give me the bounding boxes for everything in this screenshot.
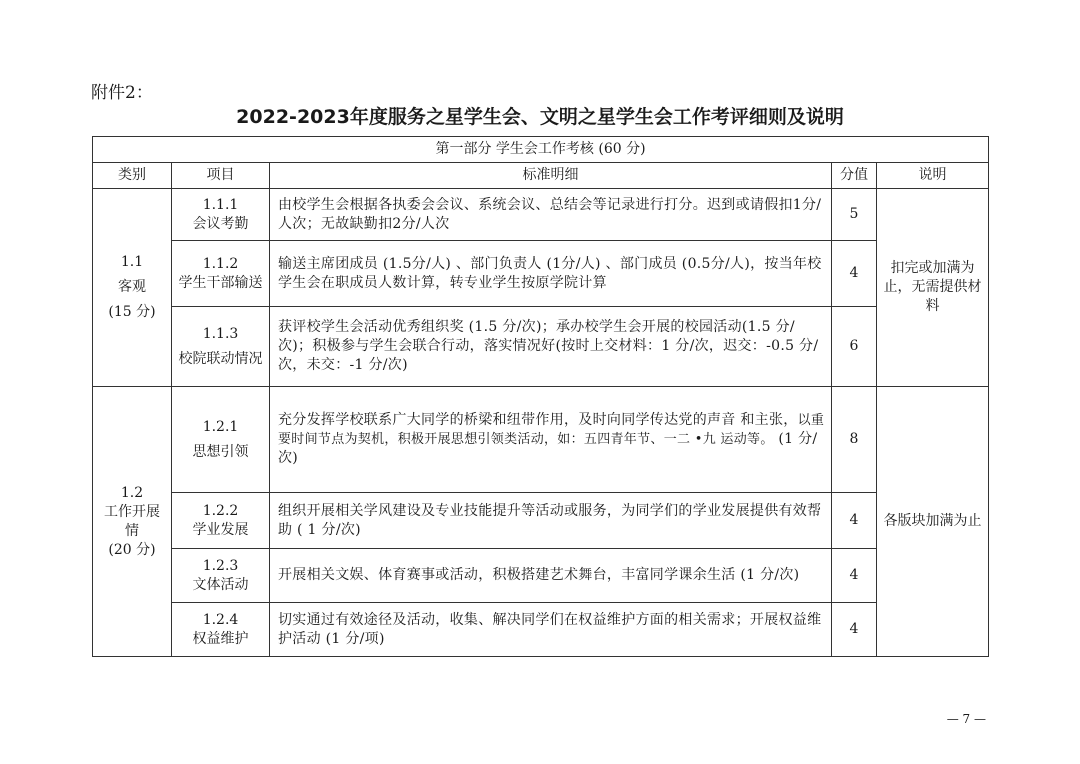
header-item: 项目 xyxy=(172,163,270,189)
item-cell xyxy=(172,241,270,307)
item-cell xyxy=(172,493,270,549)
table-row xyxy=(93,307,989,387)
table-row xyxy=(93,549,989,603)
item-code: 1.2.3 xyxy=(202,557,239,574)
item-name: 学生干部输送 xyxy=(178,274,263,291)
table-row xyxy=(93,603,989,657)
note-cell: 扣完或加满为止，无需提供材料 xyxy=(877,189,989,387)
item-name: 文体活动 xyxy=(192,576,249,593)
score-cell: 6 xyxy=(832,307,877,387)
category-points: (15 分) xyxy=(108,304,156,320)
header-standard: 标准明细 xyxy=(270,163,832,189)
note-cell: 各版块加满为止 xyxy=(877,387,989,657)
standard-text-small: 以重要时间节点为契机，积极开展思想引领类活动，如：五四青年节、一二 •九 运动等。 xyxy=(278,413,825,447)
table-row xyxy=(93,493,989,549)
header-category: 类别 xyxy=(93,163,172,189)
item-code: 1.1.1 xyxy=(202,196,239,213)
table-row xyxy=(93,241,989,307)
score-cell: 4 xyxy=(832,241,877,307)
category-cell xyxy=(93,387,172,657)
item-code: 1.2.1 xyxy=(202,418,239,435)
header-row xyxy=(93,163,989,189)
item-cell xyxy=(172,307,270,387)
category-points: (20 分) xyxy=(108,541,156,558)
standard-cell: 组织开展相关学风建设及专业技能提升等活动或服务，为同学们的学业发展提供有效帮助 ( 1 分/次) xyxy=(270,493,832,549)
item-cell xyxy=(172,549,270,603)
evaluation-table xyxy=(92,136,989,657)
category-cell xyxy=(93,189,172,387)
standard-cell: 切实通过有效途径及活动，收集、解决同学们在权益维护方面的相关需求；开展权益维护活动 (1 分/项) xyxy=(270,603,832,657)
item-name: 权益维护 xyxy=(192,630,249,647)
item-code: 1.1.2 xyxy=(202,255,239,272)
item-name: 学业发展 xyxy=(192,521,249,538)
score-cell: 5 xyxy=(832,189,877,241)
standard-cell: 获评校学生会活动优秀组织奖 (1.5 分/次)；承办校学生会开展的校园活动(1.5 分/次)；积极参与学生会联合行动，落实情况好(按时上交材料：1 分/次，迟交：-0.5 分/次，未交：-1 分/次) xyxy=(270,307,832,387)
score-cell: 4 xyxy=(832,603,877,657)
category-code: 1.1 xyxy=(120,254,144,270)
item-code: 1.2.2 xyxy=(202,502,239,519)
item-cell xyxy=(172,603,270,657)
document-title: 2022-2023年度服务之星学生会、文明之星学生会工作考评细则及说明 xyxy=(236,106,844,128)
score-cell: 4 xyxy=(832,493,877,549)
part-header-row xyxy=(93,137,989,163)
header-note: 说明 xyxy=(877,163,989,189)
standard-cell: 由校学生会根据各执委会会议、系统会议、总结会等记录进行打分。迟到或请假扣1分/人次；无故缺勤扣2分/人次 xyxy=(270,189,832,241)
table-row xyxy=(93,387,989,493)
item-name: 会议考勤 xyxy=(192,215,249,232)
standard-cell: 输送主席团成员 (1.5分/人) 、部门负责人 (1分/人) 、部门成员 (0.5分/人)，按当年校学生会在职成员人数计算，转专业学生按原学院计算 xyxy=(270,241,832,307)
score-cell: 4 xyxy=(832,549,877,603)
category-name: 工作开展情 xyxy=(104,503,160,539)
category-name: 客观 xyxy=(118,279,146,295)
item-code: 1.1.3 xyxy=(202,325,239,342)
category-code: 1.2 xyxy=(120,484,144,501)
item-cell xyxy=(172,189,270,241)
standard-text: (1 分/次) xyxy=(278,431,818,466)
table-row xyxy=(93,189,989,241)
item-name: 校院联动情况 xyxy=(178,350,263,367)
attachment-label: 附件2： xyxy=(91,83,153,103)
item-name: 思想引领 xyxy=(192,443,249,460)
standard-text: 充分发挥学校联系广大同学的桥梁和纽带作用，及时向同学传达党的声音 和主张， xyxy=(278,412,798,428)
standard-cell: 开展相关文娱、体育赛事或活动，积极搭建艺术舞台，丰富同学课余生活 (1 分/次) xyxy=(270,549,832,603)
part-header: 第一部分 学生会工作考核 (60 分) xyxy=(93,137,989,163)
score-cell: 8 xyxy=(832,387,877,493)
standard-cell xyxy=(270,387,832,493)
page-number: — 7 — xyxy=(946,712,986,726)
header-score: 分值 xyxy=(832,163,877,189)
item-cell xyxy=(172,387,270,493)
item-code: 1.2.4 xyxy=(202,611,239,628)
